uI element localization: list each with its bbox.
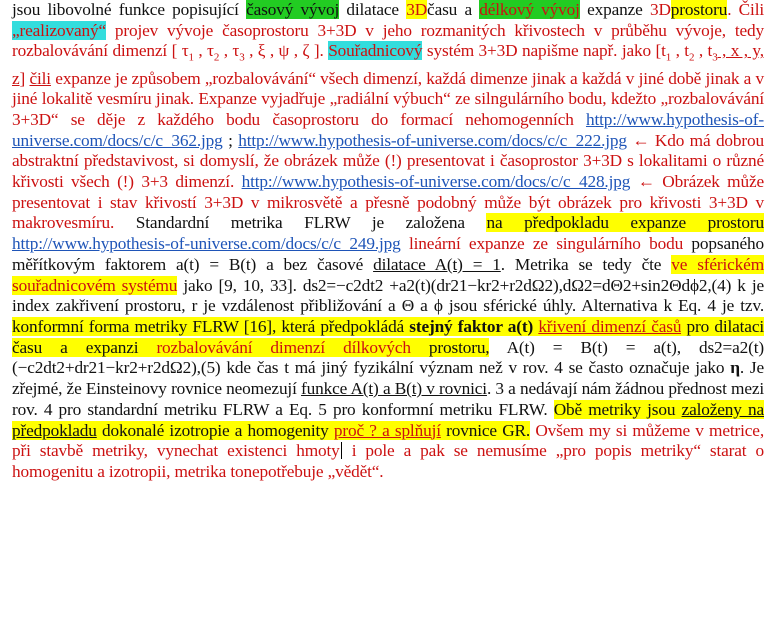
text-run: prostoru (670, 0, 728, 19)
hyperlink[interactable]: http://www.hypothesis-of-universe.com/docs/c/c_362.jpg (12, 109, 764, 150)
text-run: „realizovaný“ (12, 20, 106, 40)
hyperlink[interactable]: http://www.hypothesis-of-universe.com/docs/c/c_249.jpg (12, 234, 401, 254)
text-run: ← Obrázek může presentovat i stav křivostí 3+3D v mikrosvětě a přesně podobný může být obrázek pro křivosti 3+3D v makrovesmíru. (12, 172, 764, 233)
text-run: rozbalovávání dimenzí dílkových (156, 337, 411, 357)
text-run: pro dilataci času a expanzi (12, 317, 764, 357)
text-run: , τ (193, 41, 214, 61)
text-run: prostoru, (410, 337, 490, 357)
text-run: 3D (406, 0, 428, 19)
subscript-text: 2 (688, 51, 695, 64)
text-run: jako [9, 10, 33]. ds2=−c2dt2 +a2(t)(dr21−kr2+r2dΩ2),dΩ2=dΘ2+sin2Θdϕ2,(4) k je index zakřivení prostoru, r je vzdálenost přibližování a Θ a ϕ jsou sférické úhly. Alternativa k Eq. 4 je tzv. (12, 275, 764, 316)
text-run: délkový vývoj (479, 0, 580, 19)
text-run: . Čili (727, 0, 764, 19)
text-run: dokonalé izotropie a homogenity (96, 420, 334, 440)
subscript-text: 1 (665, 51, 672, 64)
text-run: čili (29, 68, 51, 88)
text-run: , t (671, 41, 689, 61)
text-run: konformní forma metriky FLRW [16], která předpokládá (12, 317, 410, 336)
text-run: Souřadnicový (328, 41, 423, 61)
text-run: popsaného měřítkovým faktorem a(t) = B(t) a bez časové (12, 234, 764, 274)
text-run: , τ (219, 41, 240, 61)
text-run: Standardní metrika FLRW je založena (114, 213, 487, 233)
text-run: η (730, 358, 740, 378)
text-run: . Metrika se tedy čte (500, 254, 672, 274)
text-run: ← Kdo má dobrou abstraktní představivost, si domyslí, že obrázek může (!) presentovat i časoprostor 3+3D s lokalitami o různé křivosti všech (!) 3+3 dimenzí. (12, 130, 764, 192)
text-cursor (341, 442, 342, 459)
text-run: . 3 a nedávají nám žádnou přednost mezi rov. 4 pro standardní metriku FLRW a Eq. 5 pro konformní metriku FLRW. (12, 379, 765, 419)
text-run: Obě metriky jsou (553, 399, 682, 419)
hyperlink[interactable]: http://www.hypothesis-of-universe.com/docs/c/c_428.jpg (241, 172, 631, 192)
text-run: dilatace A(t) = 1 (373, 254, 501, 274)
text-run: A(t) = B(t) = a(t), ds2=a2(t)(−c2dt2+dr21−kr2+r2dΩ2),(5) kde čas t má jiný fyzikální význam než v rov. 4 se často označuje jako (12, 337, 764, 378)
subscript-text: 2 (213, 51, 220, 64)
hyperlink[interactable]: http://www.hypothesis-of-universe.com/docs/c/c_222.jpg (238, 130, 627, 150)
text-run: na předpokladu expanze prostoru (486, 213, 764, 233)
text-run: expanze je způsobem „rozbalovávání“ všech dimenzí, každá dimenze jinak a každá v jiné době jinak a v jiné lokalitě vesmíru jinak. Expanze vyjadřuje „radiální výbuch“ ze silngulárního bodu, kdežto „rozbalovávání 3+3D“ se děje z každého bodu časoprostoru do formací nehomogenních (12, 68, 765, 129)
text-run: jsou libovolné funkce popisující (12, 0, 247, 19)
text-run: proč ? a splňují (333, 420, 441, 440)
text-run: , ξ , ψ , ζ ]. (244, 41, 329, 61)
text-run: . Je zřejmé, že Einsteinovy rovnice neomezují (12, 358, 764, 399)
text-run: i pole a pak se nemusíme „pro popis metriky“ starat o homogenitu a izotropii, metrika tonepotřebuje „vědět“. (12, 441, 764, 481)
subscript-text: 1 (188, 51, 194, 64)
subscript-text: 3 (239, 51, 245, 64)
text-run: ; (222, 130, 239, 150)
text-run: ve sférickém souřadnicovém systému (12, 254, 764, 295)
text-run: expanze (579, 0, 650, 19)
text-run: systém 3+3D napišme např. jako [t (422, 41, 666, 61)
document-body[interactable] (12, 0, 764, 483)
text-run: projev vývoje časoprostoru 3+3D v jeho rozmanitých křivostech v průběhu vývoje, tedy rozbalovávání dimenzí [ τ (12, 20, 764, 61)
text-run: lineární expanze ze singulárního bodu (400, 234, 684, 254)
text-run: křivení dimenzí časů (538, 317, 682, 336)
text-run: stejný faktor a(t) (409, 317, 534, 336)
text-run: času a (427, 0, 480, 19)
subscript-text: 3 (712, 51, 718, 64)
text-run: 3D (649, 0, 671, 19)
text-run: rovnice GR. (440, 420, 531, 440)
text-run: dilatace (339, 0, 407, 19)
text-run: založeny na předpokladu (12, 399, 764, 440)
text-run: časový vývoj (246, 0, 340, 19)
text-run: funkce A(t) a B(t) v rovnici (301, 379, 487, 399)
text-run: , x , y, z] (12, 41, 764, 88)
text-run: , t (694, 41, 713, 61)
text-run: Ovšem my si můžeme v metrice, při stavbě metriky, vynechat existenci hmoty (12, 420, 764, 461)
